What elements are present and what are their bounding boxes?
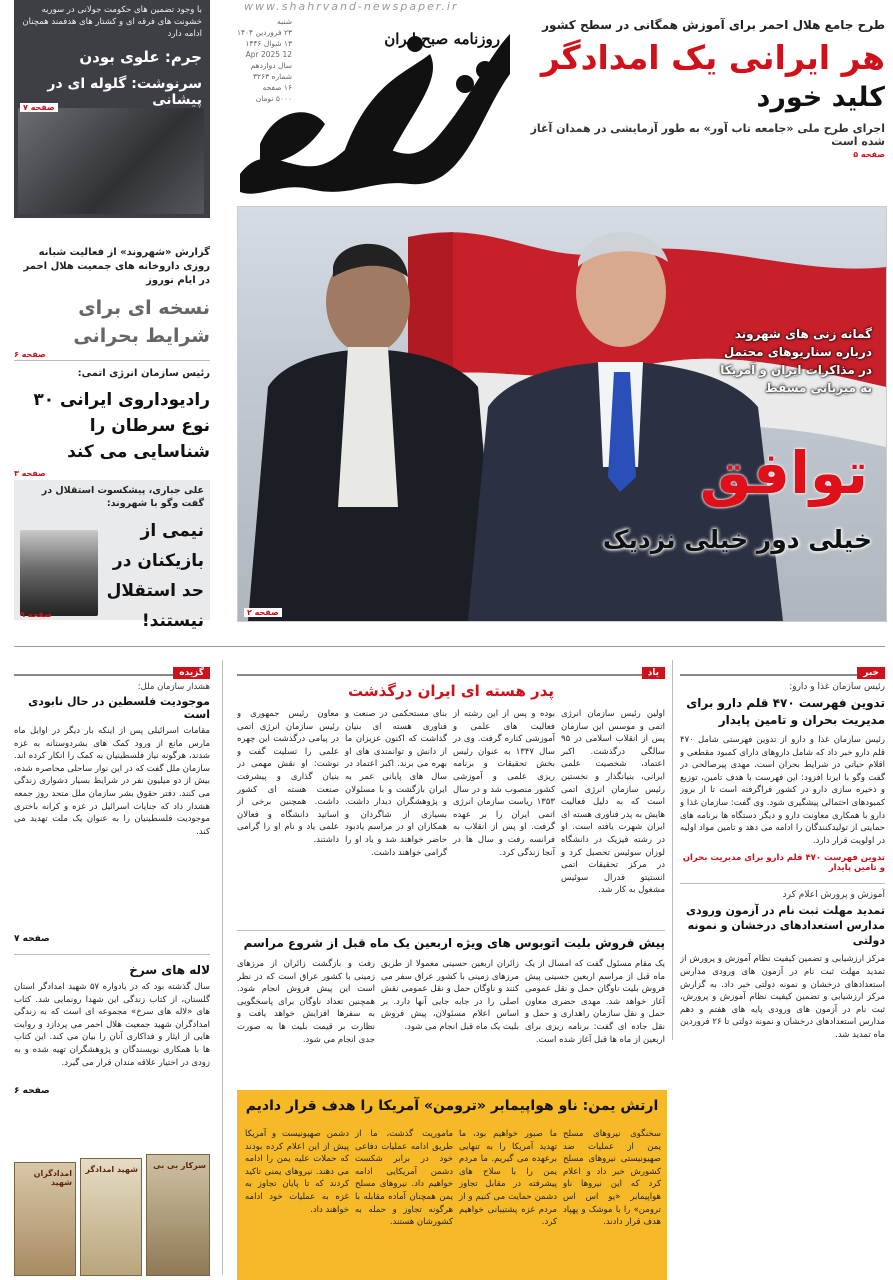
middle-story2-col-3: رفت و بازگشت زائران از مرزهای زمینی با کشور عراق است که در نظر است این پیش فروش انجام شود. همچنین تعداد ناوگان برای پاسخگویی به سفرها افزایش خواهد یافت و نظارت بر قیمت بلیت ها به صورت جدی انجام می شود. — [237, 959, 375, 1045]
sidebar-item-2[interactable] — [14, 246, 210, 359]
yellow-col-4: دشمن صهیونیست و آمریکا پیش از این اعلام کرده بودند که حملات علیه یمن را ادامه می دهند. نیروهای یمنی تاکید کردند که تا پایان تجاوز به غزه به عملیات خود ادامه خواهند داد. — [245, 1129, 349, 1215]
left-story2-body: سال گذشته بود که در یادواره ۵۷ شهید امدادگر استان گلستان، از کتاب زندگی این شهدا رونمایی شد. کتاب های «لاله های سرخ» مجموعه ای است که به زندگی امدادگران شهید جمعیت هلال احمر می پردازد و روایت هایی از ایثار و فداکاری آنان را بیان می کند. این کتاب ها با همکاری نویسندگان و پژوهشگران تهیه شده و به زودی در اختیار علاقه مندان قرار می گیرد. — [14, 982, 210, 1068]
website-url: www.shahrvand-newspaper.ir — [244, 0, 459, 13]
sidebar-box-4[interactable] — [14, 480, 210, 631]
hero-photo[interactable] — [237, 206, 887, 622]
middle-story2-col-1: یک مقام مسئول گفت که امسال از یک ماه قبل از مراسم اربعین حسینی پیش فروش بلیت ناوگان حمل و نقل عمومی آغاز خواهد شد. مهدی حضری معاون حمل و نقل سازمان راهداری و حمل و نقل جاده ای گفت: برنامه ریزی برای اربعین از ماه ها قبل آغاز شده است. — [525, 959, 665, 1045]
sidebar-3-headline: رادیوداروی ایرانی ۳۰ نوع سرطان را شناسایی می کند — [33, 390, 210, 462]
sidebar-top-page-ref: صفحه ۷ — [20, 103, 58, 112]
lead-story[interactable] — [520, 18, 885, 173]
hero-overlay-text: گمانه زنی های شهروند درباره سناریوهای محتمل در مذاکرات ایران و آمریکا به میزبانی مسقط — [720, 327, 872, 395]
hero-page-ref: صفحه ۲ — [244, 608, 282, 617]
yellow-col-1: سخنگوی نیروهای مسلح یمن از عملیات ضد صهیونیستی نیروهای مسلح کشورش خبر داد و اعلام کرد که این نیروها ناو هواپیمابر «یو اس اس ترومن» را با موشک و پهپاد هدف قرار دادند. — [563, 1129, 661, 1228]
masthead — [230, 0, 515, 200]
sidebar-2-headline: نسخه ای برای شرایط بحرانی — [73, 297, 210, 347]
col-right — [680, 660, 885, 1275]
right-story1-headline[interactable]: تدوین فهرست ۴۷۰ قلم دارو برای مدیریت بحران و تامین پایدار — [686, 696, 885, 727]
col-left — [14, 660, 210, 1098]
tag-news: خبر — [857, 667, 885, 679]
middle-col-2: بوده و پس از این رشته از فعالیت های علمی و آموزشی کناره گرفت. وی در سال ۱۳۴۷ به عنوان رئیس بخش تحقیقات و برنامه ریزی علمی و آموزشی کشور منصوب شد و در سال ۱۳۵۳ ریاست سازمان انرژی اتمی ایران را بر عهده گرفت. او پس از انقلاب به فرانسه رفت و سال ها در آنجا زندگی کرد. — [453, 709, 555, 858]
middle-headline[interactable]: پدر هسته ای ایران درگذشت — [348, 682, 554, 700]
right-story1-kicker: رئیس سازمان غذا و دارو: — [789, 682, 885, 692]
sidebar-item-3[interactable] — [14, 368, 210, 478]
book-covers — [14, 1152, 210, 1276]
middle-story2-headline[interactable]: پیش فروش بلیت اتوبوس های ویژه اربعین یک ماه قبل از شروع مراسم — [243, 936, 665, 950]
middle-col-4: معاون رئیس جمهوری و رئیس سازمان انرژی اتمی در پیامی درگذشت این چهره علمی را تسلیت گفت و نوشت: او نقش مهمی در بنیان گذاری و پیشرفت صنعت هسته ای کشور داشت. همچنین برخی از اساتید دانشگاه و فعالان علمی یاد و نام او را گرامی داشتند. — [237, 709, 339, 845]
right-story1-body: رئیس سازمان غذا و دارو از تدوین فهرستی شامل ۴۷۰ قلم دارو خبر داد که شامل داروهای دارای کمبود مقطعی و اقلام حیاتی در شرایط بحران است. مهدی پیرصالحی در گفت وگو با ایرنا افزود: این فهرست با هدف تامین، توزیع و ذخیره سازی دارو در کشور فراگرفته است تا از بروز کمبودهای احتمالی پیشگیری شود. وی گفت: سازمان غذا و دارو با همکاری معاونت دارو و دیگر دستگاه ها برنامه های حمایتی از تولیدکنندگان را ادامه می دهد و تامین مواد اولیه در اولویت قرار دارد. — [680, 735, 885, 846]
sidebar-top-subhead: سرنوشت: گلوله ای در پیشانی — [47, 76, 202, 108]
divider — [14, 360, 210, 361]
tag-selection: گزیده — [173, 667, 210, 679]
hero-headline: توافق — [699, 439, 868, 507]
sidebar-top-kicker: با وجود تضمین های حکومت جولانی در سوریه خشونت های فرقه ای و کشتار های هدفمند همچنان ادامه دارد — [22, 5, 202, 39]
middle-columns — [237, 708, 665, 926]
yellow-box[interactable] — [237, 1090, 667, 1280]
sidebar-4-headline: نیمی از بازیکنان در حد استقلال نیستند! — [106, 521, 204, 631]
sidebar-3-page-ref: صفحه ۳ — [14, 469, 46, 478]
sidebar-4-portrait — [20, 530, 98, 616]
tag-remembrance: یاد — [642, 667, 665, 679]
yellow-col-2: ما صبور خواهیم بود، ما تهدید آمریکا را به تنهایی برعهده می گیریم. ما مردم یمن را با سلاح های پیشرفته در مقابل تجاوز دشمن حمایت می کنیم و از مردم غزه پشتیبانی خواهیم کرد. — [459, 1129, 557, 1228]
hero-subheadline: خیلی دور خیلی نزدیک — [602, 525, 872, 554]
middle-story2-col-2: زائران اربعین حسینی معمولا از طریق مرزهای زمینی با کشور عراق سفر می کنند و ناوگان حمل و نقل عمومی نقش اصلی را در جابه جایی آنها دارد. بر اساس اعلام مسئولان، پیش فروش بلیت یک ماه قبل انجام می شود. — [381, 959, 519, 1032]
left-story1-ref: صفحه ۷ — [14, 934, 50, 944]
sidebar-top-photo — [18, 108, 204, 214]
yellow-headline: ارتش یمن: ناو هواپیمابر «ترومن» آمریکا را هدف قرار دادیم — [245, 1098, 659, 1114]
section-divider — [14, 646, 885, 647]
lead-headline-2: کلید خورد — [756, 82, 885, 113]
lead-kicker: طرح جامع هلال احمر برای آموزش همگانی در سطح کشور — [542, 18, 885, 32]
right-story2-headline[interactable]: تمدید مهلت ثبت نام در آزمون ورودی مدارس استعدادهای درخشان و نمونه دولتی — [685, 904, 885, 948]
flag-graphic — [238, 207, 886, 621]
sidebar-2-page-ref: صفحه ۶ — [14, 350, 46, 359]
divider — [237, 930, 665, 931]
sidebar-3-kicker: رئیس سازمان انرژی اتمی: — [77, 368, 210, 379]
book-cover: امدادگران شهید — [14, 1162, 76, 1276]
lead-deck: اجرای طرح ملی «جامعه تاب آور» به طور آزمایشی در همدان آغاز شده است — [530, 122, 885, 148]
left-story1-headline[interactable]: موجودیت فلسطین در حال نابودی است — [28, 695, 210, 721]
lead-headline: هر ایرانی یک امدادگر — [540, 38, 885, 77]
masthead-date-info: شنبه ۲۳ فروردین ۱۴۰۴ ۱۳ شوال ۱۴۴۶ 12 Apr 2025 سال دوازدهم شماره ۳۲۶۳ ۱۶ صفحه ۵۰۰۰ تومان — [236, 17, 292, 103]
divider — [222, 660, 223, 1275]
left-story1-kicker: هشدار سازمان ملل: — [137, 682, 210, 692]
masthead-subtitle: روزنامه صبح ایران — [384, 30, 500, 48]
sidebar-4-page-ref: صفحه ۹ — [20, 610, 52, 619]
book-cover: سرکار بی بی — [146, 1154, 210, 1276]
lead-page-ref: صفحه ۵ — [853, 150, 885, 159]
yellow-col-3: ماموریت گذشت، ما از طریق ادامه عملیات دفاعی خود در برابر شکست دشمن آمریکایی ادامه خواهیم داد. نیروهای مسلح یمن همچنان آماده مقابله با هرگونه تجاوز و حمله به کشورشان هستند. — [355, 1129, 453, 1228]
middle-col-1: اولین رئیس سازمان انرژی اتمی و موسس این سازمان پس از انقلاب اسلامی در ۹۵ سالگی درگذشت. اکبر اعتماد، شخصیت علمی ایرانی، بنیانگذار و نخستین رئیس سازمان انرژی اتمی است که به دلیل فعالیت هایش به پدر فناوری هسته ای ایران شهرت یافته است. او در رشته فیزیک در دانشگاه لوزان سوئیس تحصیل کرد و در مرکز تحقیقات اتمی انستیتو فدرال سوئیس مشغول به کار شد. — [561, 709, 665, 896]
book-cover: شهید امدادگر — [80, 1158, 142, 1276]
sidebar-box-top[interactable] — [14, 0, 210, 218]
left-story2-headline[interactable]: لاله های سرخ — [129, 963, 210, 977]
middle-story2-columns — [237, 958, 665, 1088]
col-middle — [237, 660, 665, 706]
sidebar-2-kicker: گزارش «شهروند» از فعالیت شبانه روزی داروخانه های جمعیت هلال احمر در ایام نوروز — [23, 247, 210, 286]
sidebar-top-headline: جرم: علوی بودن — [79, 48, 202, 66]
left-story2-ref: صفحه ۶ — [14, 1086, 50, 1096]
left-story1-body: مقامات اسرائیلی پس از اینکه بار دیگر در اوایل ماه مارس مانع از ورود کمک های بشردوستانه به غزه شدند، هرگونه نیاز فلسطینیان به کمک را انکار کرده اند. سازمان ملل گفت که در این نوار ساحلی محاصره شده، بیش از دو میلیون نفر در شرایط بسیار دشواری زندگی می کنند. دفتر حقوق بشر سازمان ملل متحد روز جمعه هشدار داد که جنایات اسرائیل در غزه و کرانه باختری موجودیت فلسطینیان را به عنوان یک ملت تهدید می کند. — [14, 726, 210, 837]
sidebar-4-kicker: علی جباری، پیشکسوت استقلال در گفت وگو با شهروند: — [41, 485, 204, 509]
right-story2-body: مرکز ارزشیابی و تضمین کیفیت نظام آموزش و پرورش از تمدید مهلت ثبت نام در آزمون های ورودی مدارس استعدادهای درخشان و نمونه دولتی خبر داد. به گزارش مرکز ارزشیابی و تضمین کیفیت نظام آموزش و پرورش، ثبت نام در آزمون های ورودی پایه های هفتم و دهم مدارس استعدادهای درخشان و نمونه دولتی تا ۲۶ فروردین ماه تمدید شد. — [680, 954, 885, 1040]
divider — [672, 660, 673, 1040]
middle-col-3: بنای مستحکمی در صنعت و فناوری هسته ای بنیان گذاشت که اکنون عزیزان ما از دانش و توانمندی های او بهره می برند. اکبر اعتماد در سال های پایانی عمر به ایران بازگشت و با مسئولان و پژوهشگران دیدار داشت. بسیاری از شاگردان و همکاران او در مراسم یادبود حاضر خواهند شد و یاد او را گرامی خواهند داشت. — [345, 709, 447, 858]
right-story1-sub: تدوین فهرست ۴۷۰ قلم دارو برای مدیریت بحران و تامین پایدار — [682, 853, 885, 874]
right-story2-kicker: آموزش و پرورش اعلام کرد — [782, 890, 885, 901]
